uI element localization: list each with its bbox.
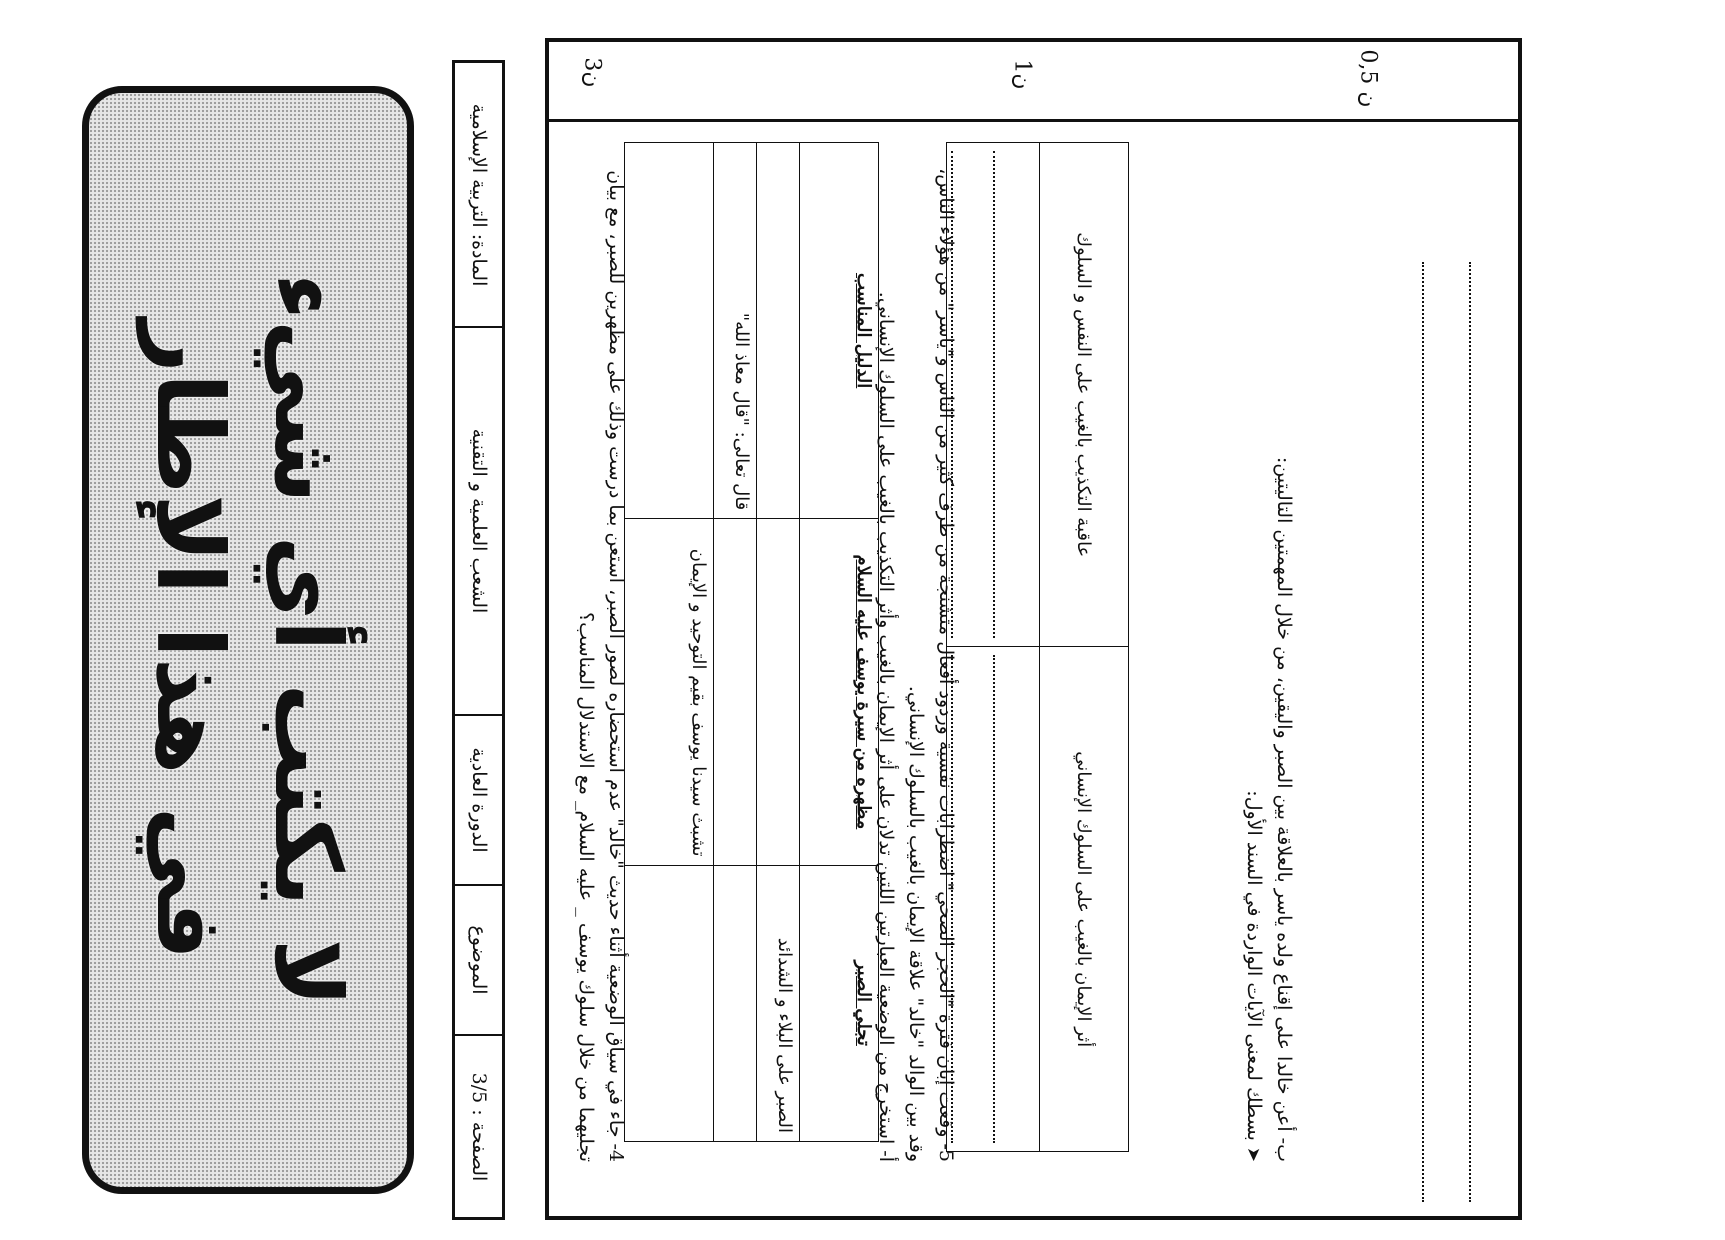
column-header: عاقبة التكذيب بالغيب على النفس و السلوك	[1040, 143, 1129, 647]
mark-q5b: 0,5 ن	[1355, 49, 1381, 108]
header-streams-cell	[455, 328, 502, 716]
header-session-cell	[455, 716, 502, 886]
answer-cell[interactable]	[625, 865, 714, 1141]
column-header: مظهره من سيرة يوسف عليه السلام	[800, 519, 879, 865]
table-cell: الصبر على البلاء و الشدائد	[757, 865, 800, 1141]
answer-cell[interactable]	[757, 519, 800, 865]
answer-line[interactable]	[1429, 262, 1471, 1202]
q4-patience-table	[624, 142, 879, 1142]
column-header: الدليل المناسب	[800, 143, 879, 519]
question-5-text: 5- وقعت إبان فترة "الحجر الصحي" اضطرابات نفسية وردود أفعال متشنجة من طرف كثير من الناس و"ياسر" من هؤلاء الناس، وقد بين الوالد "خالد" علاقة الإيمان بالغيب بالسلوك الإنساني. أ- استخرج من الوضعية العبارتين اللتين تدلان على أثر الإيمان بالغيب وأثر التكذيب بالغيب على السلوك الإنساني.	[871, 142, 961, 1162]
table-header-row	[1040, 143, 1129, 1152]
arrow-pointer-icon: ➤	[1243, 1146, 1264, 1162]
answer-cell[interactable]	[947, 143, 1040, 647]
table-cell: تشبث سيدنا يوسف بقيم التوحيد و الإيمان	[625, 519, 714, 865]
table-row	[757, 143, 800, 1142]
mark-q4: 3ن	[579, 57, 605, 88]
exam-header	[452, 60, 505, 1220]
table-header-row	[800, 143, 879, 1142]
table-row	[714, 143, 757, 1142]
marks-column	[549, 42, 1518, 122]
question-5a-text: أ- استخرج من الوضعية العبارتين اللتين تدلان على أثر الإيمان بالغيب وأثر التكذيب بالغيب على السلوك الإنساني.	[875, 291, 897, 1162]
exam-page-content	[545, 38, 1522, 1220]
column-header: تجلي الصبر	[800, 865, 879, 1141]
page-label: الصفحة :	[467, 1108, 490, 1181]
answer-cell[interactable]	[714, 519, 757, 865]
no-write-zone	[82, 86, 414, 1194]
header-subject-cell	[455, 63, 502, 328]
header-page-cell	[455, 1036, 502, 1217]
task-1-text: بسطك لمعنى الآيات الواردة في السند الأول:	[1243, 790, 1265, 1141]
header-topic-cell	[455, 886, 502, 1036]
header-session: الدورة العادية	[467, 747, 490, 853]
question-5b-text: ب- أعن خالدا على إقناع ولده ياسر بالعلاقة بين الصبر واليقين، من خلال المهمتين التاليتين: ➤ بسطك لمعنى الآيات الواردة في السند الأول:	[1243, 456, 1295, 1162]
mark-q5a: 1ن	[1009, 59, 1035, 90]
q5-faith-table	[946, 142, 1129, 1152]
page-number: 3/5	[467, 1072, 490, 1103]
warning-line-2: في هذا الإطار	[136, 319, 243, 961]
question-4-text: 4- جاء في سياق الوضعية أثناء حديث "خالد" عدم استحضاره لصور الصبر، استعن بما درست وذلك على مظهرين للصبر، مع بيان تجليهما من خلال سلوك يوسف _ عليه السلام_ مع الاستدلال المناسب؟	[575, 170, 627, 1162]
answer-cell[interactable]	[625, 143, 714, 519]
header-streams: الشعب العلمية و التقنية	[467, 428, 490, 614]
answer-cell[interactable]	[947, 647, 1040, 1152]
answer-line[interactable]	[1382, 262, 1424, 1202]
column-header: أثر الإيمان بالغيب على السلوك الإنساني	[1040, 647, 1129, 1152]
table-row	[625, 143, 714, 1142]
answer-cell[interactable]	[757, 143, 800, 519]
table-row	[947, 143, 1040, 1152]
warning-line-1: لا يكتب أي شيء	[254, 272, 361, 1008]
table-cell: قال تعالى: "قال معاذ الله"	[714, 143, 757, 519]
header-page	[468, 1072, 490, 1181]
header-subject: المادة: التربية الإسلامية	[467, 103, 490, 286]
header-topic: الموضوع	[467, 925, 490, 995]
answer-cell[interactable]	[714, 865, 757, 1141]
